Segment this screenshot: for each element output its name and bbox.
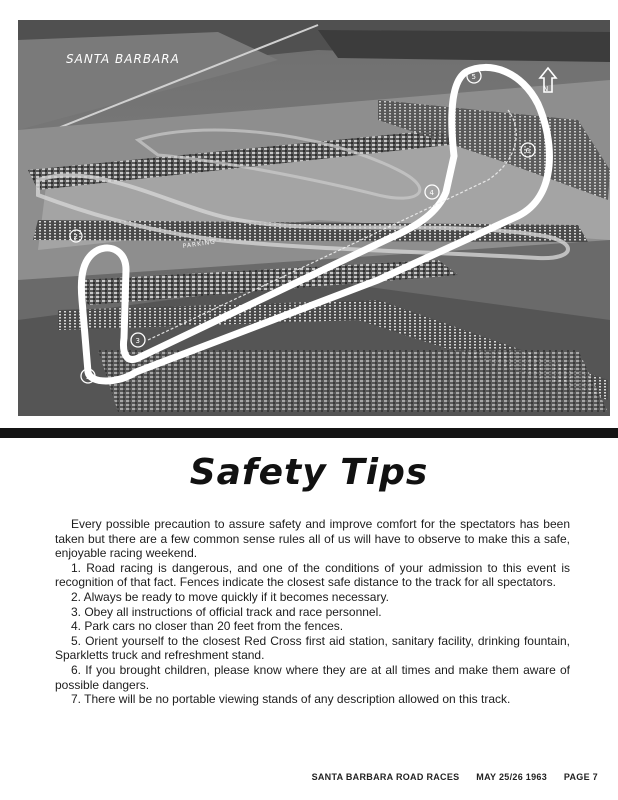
- tip-1: 1. Road racing is dangerous, and one of the conditions of your admission to this event is recognition of that fact. Fences indicate the closest safe distance to the track for all spectators.: [55, 560, 570, 590]
- svg-text:4: 4: [429, 189, 434, 197]
- parking-label: PARKING: [182, 238, 217, 250]
- aerial-track-photo: [18, 20, 610, 416]
- city-label: SANTA BARBARA: [66, 52, 180, 66]
- divider-band: [0, 428, 618, 438]
- svg-text:6: 6: [525, 147, 530, 155]
- tip-5: 5. Orient yourself to the closest Red Cross first aid station, sanitary facility, drinking fountain, Sparkletts truck and refreshment stand.: [55, 633, 570, 663]
- footer-event: SANTA BARBARA ROAD RACES: [311, 772, 460, 782]
- footer-page-number: PAGE 7: [563, 772, 598, 782]
- svg-text:1: 1: [85, 373, 90, 381]
- svg-text:3: 3: [135, 337, 140, 345]
- safety-tips-body: [55, 517, 570, 707]
- tip-4: 4. Park cars no closer than 20 feet from the fences.: [71, 619, 344, 634]
- footer-date: MAY 25/26 1963: [476, 772, 548, 782]
- tip-6: 6. If you brought children, please know where they are at all times and make them aware of possible dangers.: [55, 662, 570, 692]
- svg-text:2: 2: [73, 233, 78, 241]
- tip-3: 3. Obey all instructions of official track and race personnel.: [71, 604, 382, 619]
- intro-paragraph: Every possible precaution to assure safety and improve comfort for the spectators has been taken but there are a few common sense rules all of us will have to observe to make this a safe, enjoyable racing weekend.: [55, 517, 570, 561]
- page-footer: [312, 772, 598, 782]
- tip-7: 7. There will be no portable viewing stands of any description allowed on this track.: [71, 692, 511, 707]
- svg-text:5: 5: [471, 73, 476, 81]
- north-label: N: [543, 85, 549, 93]
- tip-2: 2. Always be ready to move quickly if it becomes necessary.: [71, 589, 389, 604]
- page-title: Safety Tips: [189, 452, 429, 493]
